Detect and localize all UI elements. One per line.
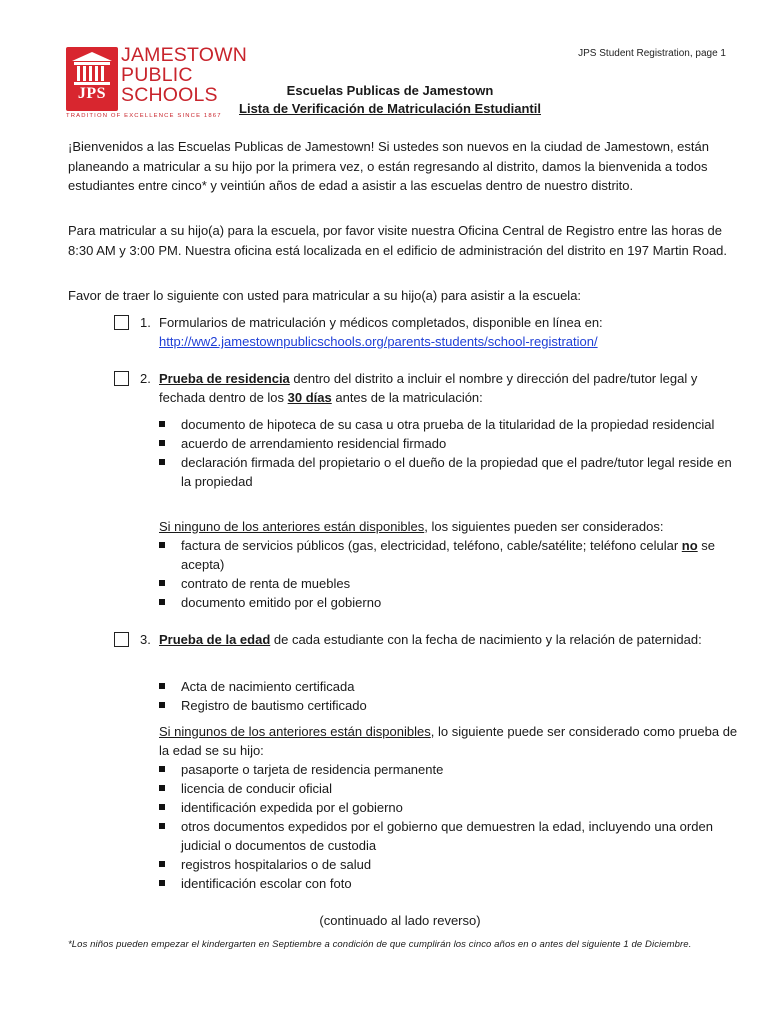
bullet-icon: [159, 766, 165, 772]
item-2-heading: Prueba de residencia: [159, 371, 290, 386]
bullet-icon: [159, 440, 165, 446]
item-text: [159, 313, 739, 351]
item-number: 1.: [140, 315, 151, 330]
bullet-icon: [159, 542, 165, 548]
list-item: [159, 874, 739, 893]
list-item-text: identificación escolar con foto: [181, 876, 352, 891]
list-item: [159, 779, 739, 798]
list-item-text: acuerdo de arrendamiento residencial firmado: [181, 436, 447, 451]
list-item-text: declaración firmada del propietario o el dueño de la propiedad que el padre/tutor legal reside en la propiedad: [181, 455, 732, 489]
document-title: Escuelas Publicas de Jamestown: [286, 83, 494, 98]
alt-intro: [159, 722, 739, 760]
continued-note: (continuado al lado reverso): [319, 913, 481, 928]
bullet-icon: [159, 823, 165, 829]
bullet-icon: [159, 683, 165, 689]
document-subtitle: Lista de Verificación de Matriculación Estudiantil: [239, 101, 541, 116]
bullet-icon: [159, 804, 165, 810]
alt-intro: [159, 517, 739, 536]
list-item: [159, 696, 739, 715]
item-2-text-a: dentro del distrito a incluir el nombre y dirección del padre/tutor legal y fechada dentro de los: [159, 371, 698, 405]
list-item-text: Registro de bautismo certificado: [181, 698, 367, 713]
bullet-icon: [159, 580, 165, 586]
item-3-heading: Prueba de la edad: [159, 632, 271, 647]
intro-welcome: ¡Bienvenidos a las Escuelas Publicas de Jamestown! Si ustedes son nuevos en la ciudad de Jamestown, están planeando a matricular a su hijo por la primera vez, o están regresando al distrito, damos la bienvenida a todos estudiantes entre cinco* y veintiún años de edad a asistir a las escuelas dentro de nuestro distrito.: [68, 139, 709, 193]
logo-tagline: TRADITION OF EXCELLENCE SINCE 1867: [66, 113, 222, 119]
list-item-text: Acta de nacimiento certificada: [181, 679, 355, 694]
intro-office: Para matricular a su hijo(a) para la escuela, por favor visite nuestra Oficina Central de Registro entre las horas de 8:30 AM y 3:00 PM. Nuestra oficina está localizada en el edificio de administración del distrito en 197 Martin Road.: [68, 223, 728, 258]
item-2-text-bold: 30 días: [287, 390, 332, 405]
alt-text: , lo siguiente puede ser considerado como prueba de la edad se su hijo:: [159, 724, 738, 758]
residence-alternatives: [159, 517, 739, 612]
list-item: [159, 677, 739, 696]
list-item: [159, 760, 739, 779]
list-item-text: contrato de renta de muebles: [181, 576, 351, 591]
alt-heading: Si ningunos de los anteriores están disponibles: [159, 724, 431, 739]
bullet-icon: [159, 421, 165, 427]
list-item: [159, 593, 739, 612]
residence-proof-list: [159, 415, 739, 491]
bullet-icon: [159, 599, 165, 605]
item-number: 2.: [140, 371, 151, 386]
list-item-text: registros hospitalarios o de salud: [181, 857, 372, 872]
alt-text: , los siguientes pueden ser considerados:: [424, 519, 664, 534]
item-text: [159, 369, 739, 407]
footnote: *Los niños pueden empezar el kindergarten en Septiembre a condición de que cumplirán los cinco años en o antes del siguiente 1 de Diciembre.: [68, 939, 692, 950]
list-item-text: documento de hipoteca de su casa u otra prueba de la titularidad de la propiedad residencial: [181, 417, 715, 432]
item-1-text: Formularios de matriculación y médicos completados, disponible en línea en:: [159, 315, 603, 330]
list-item: [159, 434, 739, 453]
age-proof-list: [159, 677, 739, 715]
checkbox-item-3[interactable]: [114, 632, 129, 647]
logo-line-3: SCHOOLS: [121, 84, 218, 106]
logo-badge-text: JPS: [77, 85, 107, 102]
item-3-text: de cada estudiante con la fecha de nacimiento y la relación de paternidad:: [270, 632, 702, 647]
item-2-text-b: antes de la matriculación:: [331, 390, 483, 405]
item-number: 3.: [140, 632, 151, 647]
title-block: [0, 82, 770, 118]
list-item: [159, 453, 739, 491]
checkbox-item-1[interactable]: [114, 315, 129, 330]
bullet-icon: [159, 861, 165, 867]
page-label: JPS Student Registration, page 1: [578, 48, 726, 59]
list-item: [159, 855, 739, 874]
bullet-icon: [159, 880, 165, 886]
item-text: [159, 630, 739, 649]
registration-link[interactable]: http://ww2.jamestownpublicschools.org/parents-students/school-registration/: [159, 334, 598, 349]
logo-line-2: PUBLIC: [121, 64, 193, 86]
list-item-text-a: factura de servicios públicos (gas, electricidad, teléfono, cable/satélite; teléfono celular: [181, 538, 682, 553]
list-item-text-b: se acepta): [181, 538, 716, 572]
age-alternatives: [159, 722, 739, 893]
list-item-no: no: [681, 538, 698, 553]
list-item: [159, 574, 739, 593]
list-item-text: documento emitido por el gobierno: [181, 595, 382, 610]
intro-bring: Favor de traer lo siguiente con usted para matricular a su hijo(a) para asistir a la escuela:: [68, 288, 582, 303]
bullet-icon: [159, 459, 165, 465]
list-item-text: identificación expedida por el gobierno: [181, 800, 403, 815]
list-item-text: pasaporte o tarjeta de residencia permanente: [181, 762, 444, 777]
bullet-icon: [159, 702, 165, 708]
list-item: [159, 817, 739, 855]
list-item: [159, 798, 739, 817]
checkbox-item-2[interactable]: [114, 371, 129, 386]
list-item-text: licencia de conducir oficial: [181, 781, 333, 796]
list-item: [159, 415, 739, 434]
bullet-icon: [159, 785, 165, 791]
alt-heading: Si ninguno de los anteriores están disponibles: [159, 519, 425, 534]
logo-line-1: JAMESTOWN: [121, 44, 248, 66]
list-item: [159, 536, 739, 574]
list-item-text: otros documentos expedidos por el gobierno que demuestren la edad, incluyendo una orden judicial o documentos de custodia: [181, 819, 713, 853]
